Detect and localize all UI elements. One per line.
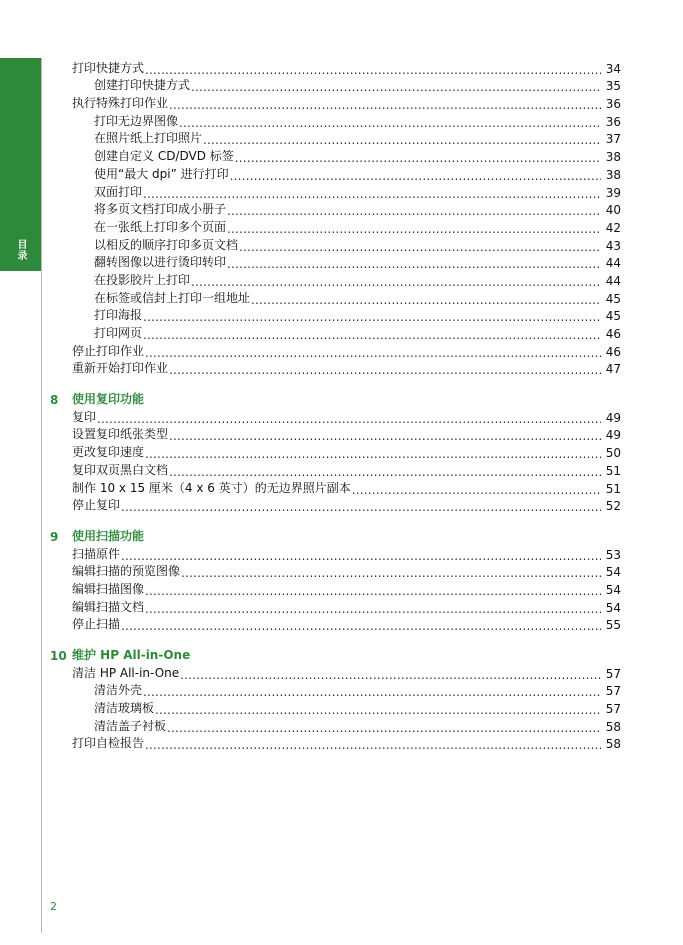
toc-entry-leader-line [94,681,621,698]
chapter-heading[interactable] [0,390,683,408]
toc-entry-leader-line [72,94,621,111]
dot-leader [169,466,621,478]
dot-leader [180,669,621,681]
dot-leader [169,99,621,111]
dot-leader [121,620,621,632]
toc-entry-page-number: 45 [601,292,621,306]
dot-leader [121,501,621,513]
chapter-title: 维护 HP All-in-One [72,648,191,662]
toc-entry[interactable] [0,443,683,461]
dot-leader [145,448,621,460]
toc-entry-title: 创建自定义 CD/DVD 标签 [94,149,234,164]
toc-entry-page-number: 36 [601,115,621,129]
toc-entry-leader-line [72,342,621,359]
toc-entry-leader-line [72,59,621,76]
toc-entry-title: 清洁 HP All-in-One [72,665,180,680]
toc-entry-title: 双面打印 [94,184,143,199]
toc-entry-title: 在投影胶片上打印 [94,272,191,287]
toc-entry-title: 在标签或信封上打印一组地址 [94,290,251,305]
dot-leader [167,722,621,734]
toc-entry-page-number: 49 [601,428,621,442]
dot-leader [227,205,621,217]
toc-entry-page-number: 44 [601,256,621,270]
toc-entry[interactable] [0,342,683,360]
dot-leader [227,223,621,235]
toc-entry-page-number: 43 [601,239,621,253]
toc-entry-page-number: 55 [601,618,621,632]
dot-leader [145,739,621,751]
toc-entry-leader-line [72,496,621,513]
toc-entry-page-number: 51 [601,482,621,496]
dot-leader [145,64,621,76]
dot-leader [235,152,621,164]
toc-entry[interactable] [0,735,683,753]
dot-leader [191,81,621,93]
toc-entry[interactable] [0,94,683,112]
toc-entry-leader-line [94,218,621,235]
toc-entry[interactable] [0,324,683,342]
toc-entry-leader-line [72,598,621,615]
toc-entry-title: 清洁盖子衬板 [94,718,167,733]
toc-entry[interactable] [0,165,683,183]
dot-leader [145,347,621,359]
toc-entry-page-number: 54 [601,583,621,597]
toc-entry-page-number: 49 [601,411,621,425]
chapter-number: 9 [50,529,59,544]
toc-entry-title: 在一张纸上打印多个页面 [94,219,227,234]
chapter-heading[interactable] [0,527,683,545]
toc-entry[interactable] [0,426,683,444]
toc-entry[interactable] [0,218,683,236]
toc-entry-title: 扫描原件 [72,546,121,561]
dot-leader [179,117,621,129]
toc-entry-page-number: 58 [601,737,621,751]
toc-entry-title: 使用“最大 dpi” 进行打印 [94,166,229,181]
toc-entry-page-number: 39 [601,186,621,200]
dot-leader [191,276,621,288]
toc-entry[interactable] [0,461,683,479]
toc-entry[interactable] [0,183,683,201]
toc-entry-leader-line [72,545,621,562]
side-tab-text: 目录 [15,239,26,261]
dot-leader [143,686,621,698]
toc-entry-page-number: 35 [601,79,621,93]
dot-leader [181,567,621,579]
toc-entry-page-number: 50 [601,446,621,460]
toc-entry-page-number: 38 [601,150,621,164]
toc-entry-leader-line [94,324,621,341]
dot-leader [203,134,621,146]
chapter-number: 10 [50,649,67,663]
dot-leader [143,311,621,323]
toc-entry-leader-line [94,183,621,200]
toc-entry-leader-line [94,112,621,129]
toc-entry-leader-line [72,461,621,478]
toc-entry-leader-line [94,306,621,323]
toc-entry-title: 停止扫描 [72,617,121,632]
dot-leader [145,603,621,615]
toc-entry-title: 制作 10 x 15 厘米（4 x 6 英寸）的无边界照片副本 [72,480,351,495]
toc-entry-page-number: 46 [601,345,621,359]
table-of-contents [0,59,683,752]
toc-entry-page-number: 57 [601,667,621,681]
toc-entry[interactable] [0,699,683,717]
toc-entry-page-number: 44 [601,274,621,288]
toc-entry-leader-line [94,699,621,716]
toc-entry[interactable] [0,201,683,219]
toc-entry[interactable] [0,563,683,581]
toc-entry[interactable] [0,254,683,272]
toc-entry-leader-line [94,129,621,146]
toc-entry-page-number: 52 [601,499,621,513]
toc-entry-page-number: 47 [601,362,621,376]
toc-entry-page-number: 36 [601,97,621,111]
toc-entry[interactable] [0,616,683,634]
dot-leader [352,484,621,496]
dot-leader [230,170,621,182]
toc-entry-leader-line [72,580,621,597]
toc-entry-leader-line [72,562,621,579]
toc-entry-title: 停止打印作业 [72,343,145,358]
toc-entry-title: 设置复印纸张类型 [72,427,169,442]
toc-entry-page-number: 40 [601,203,621,217]
toc-entry-page-number: 45 [601,309,621,323]
toc-entry[interactable] [0,147,683,165]
toc-entry-leader-line [94,76,621,93]
dot-leader [169,364,621,376]
dot-leader [143,188,621,200]
toc-entry-leader-line [72,425,621,442]
toc-entry-leader-line [72,408,621,425]
toc-entry-leader-line [94,200,621,217]
toc-entry-leader-line [94,717,621,734]
dot-leader [143,329,621,341]
toc-entry-leader-line [72,443,621,460]
toc-entry-title: 重新开始打印作业 [72,361,169,376]
toc-entry-leader-line [94,271,621,288]
toc-entry-page-number: 54 [601,565,621,579]
toc-entry[interactable] [0,598,683,616]
toc-entry-leader-line [94,165,621,182]
toc-entry-page-number: 38 [601,168,621,182]
toc-entry[interactable] [0,112,683,130]
toc-entry-page-number: 54 [601,601,621,615]
toc-entry[interactable] [0,545,683,563]
toc-entry-leader-line [94,253,621,270]
dot-leader [169,430,621,442]
toc-entry-title: 复印双页黑白文档 [72,462,169,477]
toc-entry[interactable] [0,580,683,598]
dot-leader [251,294,621,306]
toc-entry-title: 翻转图像以进行烫印转印 [94,255,227,270]
toc-entry-leader-line [94,236,621,253]
toc-entry[interactable] [0,360,683,378]
toc-entry-page-number: 34 [601,62,621,76]
dot-leader [227,258,621,270]
toc-entry-leader-line [72,734,621,751]
toc-entry-page-number: 58 [601,720,621,734]
toc-entry-title: 停止复印 [72,498,121,513]
chapter-number: 8 [50,393,59,408]
toc-entry[interactable] [0,289,683,307]
toc-entry[interactable] [0,682,683,700]
toc-entry-title: 复印 [72,409,97,424]
chapter-heading[interactable] [0,646,683,664]
toc-entry-title: 编辑扫描图像 [72,581,145,596]
toc-entry-title: 执行特殊打印作业 [72,96,169,111]
toc-entry-title: 将多页文档打印成小册子 [94,202,227,217]
chapter-title: 使用复印功能 [72,392,145,407]
toc-entry-leader-line [94,289,621,306]
toc-entry-page-number: 46 [601,327,621,341]
dot-leader [145,585,621,597]
toc-entry[interactable] [0,717,683,735]
toc-entry-page-number: 37 [601,132,621,146]
toc-entry-page-number: 53 [601,548,621,562]
toc-entry-title: 打印快捷方式 [72,60,145,75]
toc-entry-title: 清洁外壳 [94,683,143,698]
toc-entry-title: 以相反的顺序打印多页文档 [94,237,239,252]
toc-entry[interactable] [0,497,683,515]
toc-entry-leader-line [72,479,621,496]
dot-leader [239,241,621,253]
toc-entry-page-number: 57 [601,702,621,716]
toc-entry-title: 编辑扫描的预览图像 [72,564,181,579]
toc-entry-leader-line [72,615,621,632]
toc-entry-title: 打印无边界图像 [94,113,179,128]
toc-entry-leader-line [72,664,621,681]
toc-entry-title: 编辑扫描文档 [72,599,145,614]
toc-entry-title: 打印网页 [94,326,143,340]
toc-entry[interactable] [0,307,683,325]
toc-entry-page-number: 42 [601,221,621,235]
toc-entry[interactable] [0,271,683,289]
toc-entry[interactable] [0,479,683,497]
dot-leader [155,704,621,716]
toc-entry-leader-line [94,147,621,164]
toc-entry[interactable] [0,59,683,77]
toc-entry[interactable] [0,130,683,148]
toc-entry-title: 清洁玻璃板 [94,701,155,716]
toc-entry-title: 更改复印速度 [72,445,145,460]
dot-leader [121,550,621,562]
toc-entry-title: 打印自检报告 [72,736,145,751]
toc-entry-title: 打印海报 [94,308,143,323]
toc-entry[interactable] [0,664,683,682]
toc-entry-title: 创建打印快捷方式 [94,78,191,93]
toc-entry-leader-line [72,359,621,376]
toc-entry-page-number: 51 [601,464,621,478]
toc-entry[interactable] [0,77,683,95]
chapter-title: 使用扫描功能 [72,528,145,543]
toc-entry-title: 在照片纸上打印照片 [94,131,203,146]
toc-entry[interactable] [0,236,683,254]
toc-entry-page-number: 57 [601,684,621,698]
toc-entry[interactable] [0,408,683,426]
dot-leader [97,413,621,425]
footer-page-number: 2 [50,900,57,913]
